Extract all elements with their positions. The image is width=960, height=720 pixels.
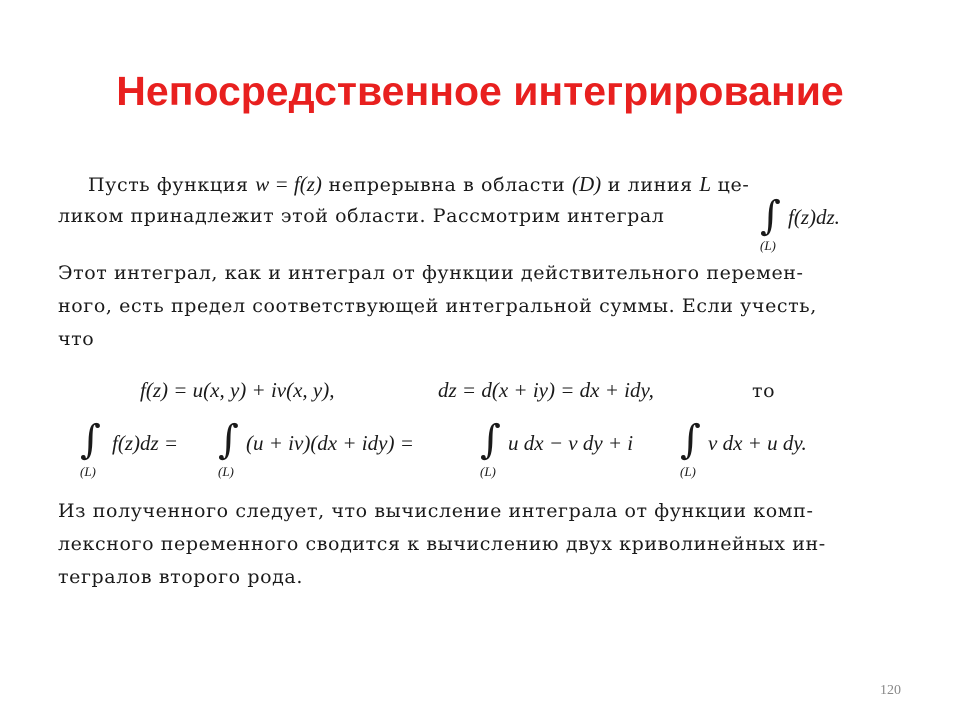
equation-term-4: v dx + u dy. [708,431,807,455]
integral-subscript: (L) [760,238,776,253]
integral-sign: ∫ [760,193,781,239]
integral-expression: f(z)dz. [788,205,840,229]
page-number: 120 [880,683,901,698]
math-line-l: L [699,172,712,196]
integral-subscript: (L) [480,464,496,479]
equation-term-2: (u + iv)(dx + idy) = [246,431,414,455]
word-to: то [752,380,776,402]
integral-sign: ∫ [80,417,101,463]
paragraph-2-line-2: ного, есть предел соответствующей интегральной суммы. Если учесть, [58,295,817,317]
integral-subscript: (L) [680,464,696,479]
paragraph-1-line-2: ликом принадлежит этой области. Рассмотрим интеграл [58,205,665,227]
paragraph-2-line-3: что [58,328,95,350]
text: и линия [601,174,700,196]
math-w-eq-fz: w = f(z) [255,172,322,196]
integral-sign: ∫ [480,417,501,463]
text: непрерывна в области [321,174,572,196]
paragraph-2-line-1: Этот интеграл, как и интеграл от функции действительного перемен- [58,262,804,284]
equation-term-3: u dx − v dy + i [508,431,634,455]
integral-sign: ∫ [680,417,701,463]
integral-sign: ∫ [218,417,239,463]
paragraph-1-line-1 [88,172,749,197]
integral-subscript: (L) [218,464,234,479]
text: Пусть функция [88,174,256,196]
text: це- [711,174,750,196]
paragraph-3-line-1: Из полученного следует, что вычисление интеграла от функции комп- [58,500,814,522]
integral-subscript: (L) [80,464,96,479]
math-domain-d: (D) [571,172,602,196]
slide-title: Непосредственное интегрирование [116,68,844,114]
equation-dz-definition: dz = d(x + iy) = dx + idy, [438,378,654,402]
paragraph-3-line-3: тегралов второго рода. [58,566,303,588]
equation-term-1: f(z)dz = [112,431,179,455]
equation-fz-definition: f(z) = u(x, y) + iv(x, y), [140,378,335,402]
paragraph-3-line-2: лексного переменного сводится к вычислению двух криволинейных ин- [58,533,826,555]
